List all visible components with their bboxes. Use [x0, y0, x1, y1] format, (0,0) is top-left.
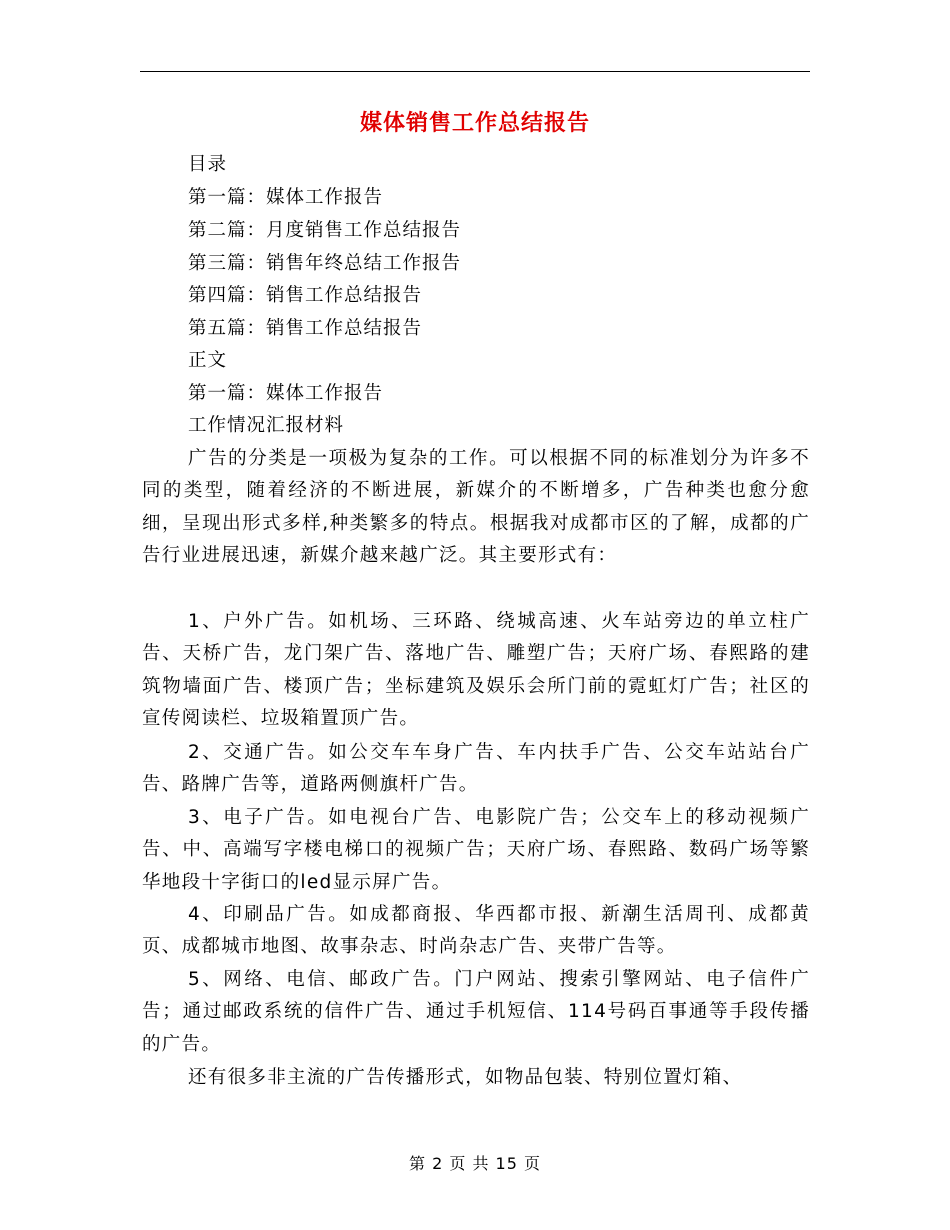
document-title: 媒体销售工作总结报告: [359, 111, 590, 136]
body-paragraph: 还有很多非主流的广告传播形式，如物品包装、特别位置灯箱、: [188, 1067, 743, 1088]
header-rule: [140, 71, 810, 72]
body-paragraph: 4、印刷品广告。如成都商报、华西都市报、新潮生活周刊、成都黄页、成都城市地图、故事杂志、时尚杂志广告、夹带广告等。: [142, 904, 810, 958]
section-title: 第一篇：媒体工作报告: [188, 383, 384, 404]
toc-item: 第二篇：月度销售工作总结报告: [188, 220, 462, 241]
toc-item: 第一篇：媒体工作报告: [188, 187, 384, 208]
toc-item: 第五篇：销售工作总结报告: [188, 318, 423, 339]
toc-item: 第三篇：销售年终总结工作报告: [188, 253, 462, 274]
body-heading: 正文: [188, 350, 228, 371]
body-paragraph: 3、电子广告。如电视台广告、电影院广告；公交车上的移动视频广告、中、高端写字楼电梯口的视频广告；天府广场、春熙路、数码广场等繁华地段十字街口的led显示屏广告。: [142, 807, 810, 893]
body-paragraph: 5、网络、电信、邮政广告。门户网站、搜索引擎网站、电子信件广告；通过邮政系统的信件广告、通过手机短信、114号码百事通等手段传播的广告。: [142, 969, 810, 1055]
toc-heading: 目录: [188, 154, 228, 175]
body-paragraph: 2、交通广告。如公交车车身广告、车内扶手广告、公交车站站台广告、路牌广告等，道路两侧旗杆广告。: [142, 742, 810, 796]
section-subtitle: 工作情况汇报材料: [188, 415, 345, 436]
body-paragraph: 1、户外广告。如机场、三环路、绕城高速、火车站旁边的单立柱广告、天桥广告，龙门架广告、落地广告、雕塑广告；天府广场、春熙路的建筑物墙面广告、楼顶广告；坐标建筑及娱乐会所门前的霓虹灯广告；社区的宣传阅读栏、垃圾箱置顶广告。: [142, 611, 810, 730]
body-paragraph: 广告的分类是一项极为复杂的工作。可以根据不同的标准划分为许多不同的类型，随着经济的不断进展，新媒介的不断增多，广告种类也愈分愈细，呈现出形式多样,种类繁多的特点。根据我对成都市区的了解，成都的广告行业进展迅速，新媒介越来越广泛。其主要形式有：: [142, 448, 810, 567]
toc-item: 第四篇：销售工作总结报告: [188, 285, 423, 306]
page-number-footer: 第 2 页 共 15 页: [409, 1154, 541, 1173]
